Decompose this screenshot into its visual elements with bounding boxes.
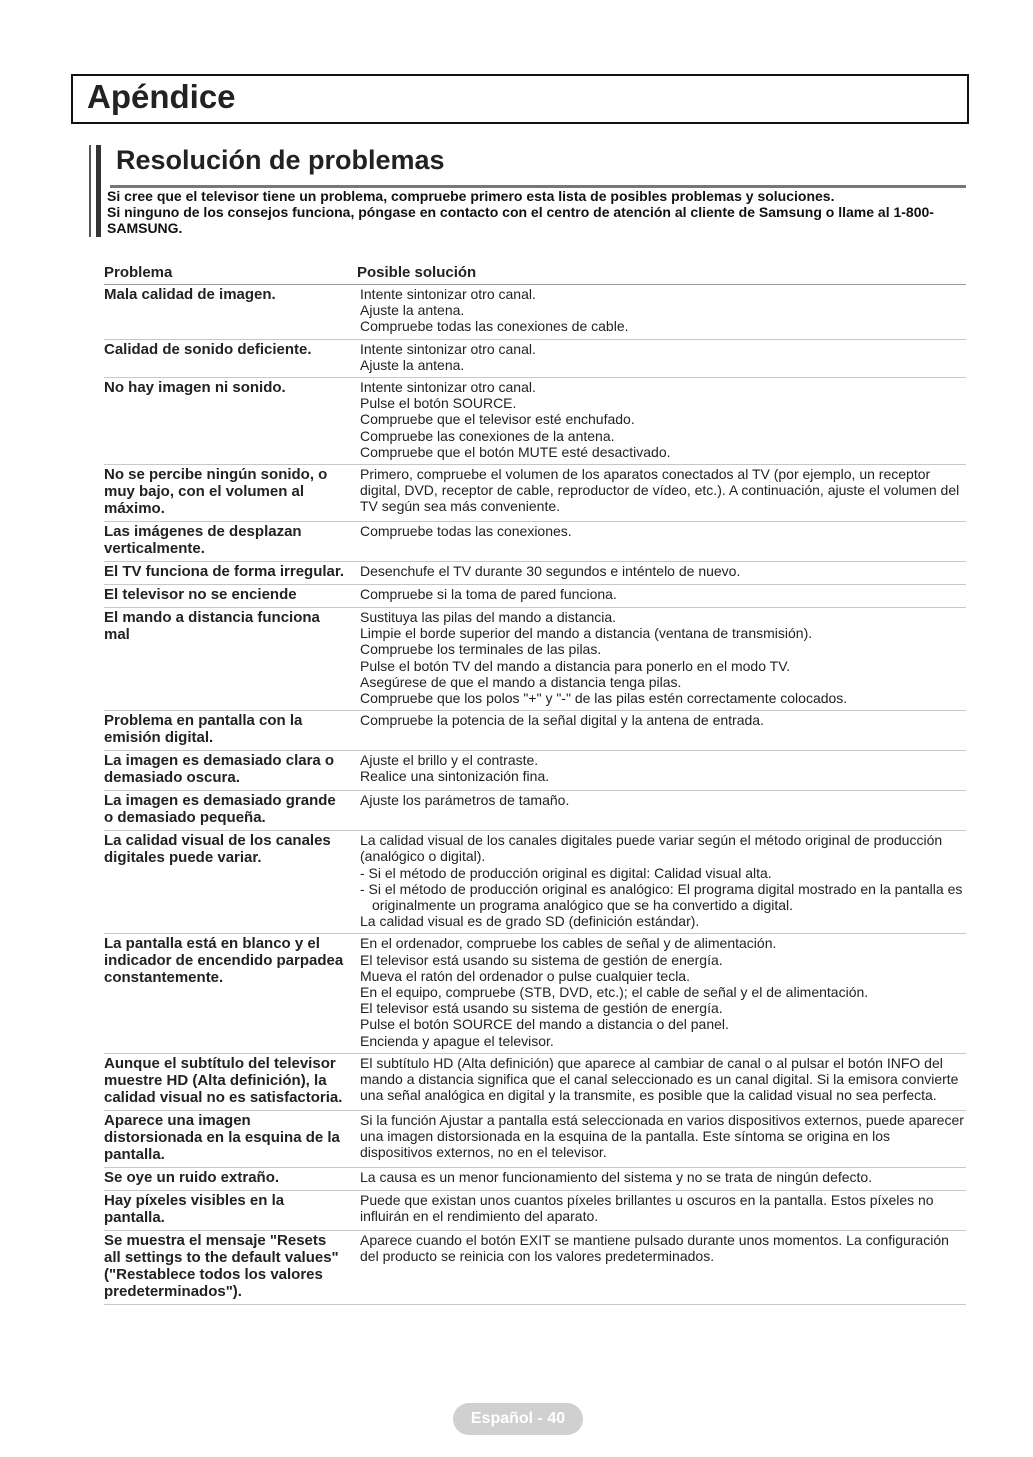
table-row xyxy=(104,751,966,791)
intro-line-2: Si ninguno de los consejos funciona, póngase en contacto con el centro de atención al cliente de Samsung o llame al 1-800-SAMSUNG. xyxy=(107,204,934,236)
table-row xyxy=(104,831,966,934)
solution-cell xyxy=(357,751,966,791)
table-row xyxy=(104,522,966,562)
table-row xyxy=(104,465,966,522)
table-row xyxy=(104,585,966,608)
solution-line: Compruebe los terminales de las pilas. xyxy=(360,641,602,658)
table-row xyxy=(104,339,966,377)
solution-cell xyxy=(357,608,966,711)
solution-line: Compruebe que los polos "+" y "-" de las pilas estén correctamente colocados. xyxy=(360,690,848,707)
solution-cell xyxy=(357,1053,966,1110)
table-row xyxy=(104,378,966,465)
solution-line: Pulse el botón SOURCE. xyxy=(360,395,517,412)
solution-cell xyxy=(357,585,966,608)
solution-line: Ajuste la antena. xyxy=(360,302,465,319)
column-header-problem: Problema xyxy=(104,261,357,285)
solution-cell xyxy=(357,465,966,522)
solution-line: Asegúrese de que el mando a distancia tenga pilas. xyxy=(360,673,682,690)
problem-cell: Calidad de sonido deficiente. xyxy=(104,339,357,377)
table-row xyxy=(104,791,966,831)
solution-line: La calidad visual es de grado SD (definición estándar). xyxy=(360,913,700,930)
table-row xyxy=(104,711,966,751)
intro-text xyxy=(107,188,967,236)
section-title: Resolución de problemas xyxy=(116,145,445,175)
problem-cell: El mando a distancia funciona mal xyxy=(104,608,357,711)
solution-cell xyxy=(357,378,966,465)
solution-cell xyxy=(357,1190,966,1230)
problem-cell: La imagen es demasiado clara o demasiado oscura. xyxy=(104,751,357,791)
problem-cell: El televisor no se enciende xyxy=(104,585,357,608)
intro-line-1: Si cree que el televisor tiene un problema, compruebe primero esta lista de posibles problemas y soluciones. xyxy=(107,188,835,204)
table-row xyxy=(104,1190,966,1230)
table-header-row xyxy=(104,261,966,285)
problem-cell: Aparece una imagen distorsionada en la esquina de la pantalla. xyxy=(104,1110,357,1167)
solution-line: Compruebe todas las conexiones. xyxy=(360,523,572,540)
troubleshooting-table xyxy=(104,261,966,1305)
table-row xyxy=(104,1110,966,1167)
solution-line: Compruebe todas las conexiones de cable. xyxy=(360,318,629,335)
solution-line: - Si el método de producción original es digital: Calidad visual alta. xyxy=(360,864,772,881)
page-number-badge: Español - 40 xyxy=(453,1403,583,1435)
appendix-header-box xyxy=(71,74,969,124)
solution-line: Compruebe que el televisor esté enchufado. xyxy=(360,411,635,428)
solution-line: - Si el método de producción original es analógico: El programa digital mostrado en la pantalla es originalmente un programa analógico que se ha convertido a digital. xyxy=(360,880,963,914)
solution-line: Sustituya las pilas del mando a distancia. xyxy=(360,609,617,626)
solution-line: El subtítulo HD (Alta definición) que aparece al cambiar de canal o al pulsar el botón INFO del mando a distancia significa que el canal seleccionado es un canal digital. Si la emisora convierte una señal analógica en digital y la transmite, es posible que la calidad visual no sea perfecta. xyxy=(360,1054,959,1104)
column-header-solution: Posible solución xyxy=(357,261,966,285)
solution-cell xyxy=(357,711,966,751)
solution-line: Ajuste los parámetros de tamaño. xyxy=(360,792,570,809)
problem-cell: Las imágenes de desplazan verticalmente. xyxy=(104,522,357,562)
section-side-bar xyxy=(89,145,91,237)
problem-cell: El TV funciona de forma irregular. xyxy=(104,562,357,585)
solution-line: Compruebe que el botón MUTE esté desactivado. xyxy=(360,443,671,460)
solution-line: Desenchufe el TV durante 30 segundos e inténtelo de nuevo. xyxy=(360,563,741,580)
solution-line: La calidad visual de los canales digitales puede variar según el método original de producción (analógico o digital). xyxy=(360,832,943,865)
solution-line: Compruebe las conexiones de la antena. xyxy=(360,427,615,444)
solution-line: Ajuste el brillo y el contraste. xyxy=(360,752,539,769)
solution-line: La causa es un menor funcionamiento del sistema y no se trata de ningún defecto. xyxy=(360,1168,873,1185)
solution-line: Primero, compruebe el volumen de los aparatos conectados al TV (por ejemplo, un receptor digital, DVD, receptor de cable, reproductor de vídeo, etc.). A continuación, ajuste el volumen del TV según sea más conveniente. xyxy=(360,466,960,515)
solution-cell xyxy=(357,339,966,377)
problem-cell: La imagen es demasiado grande o demasiado pequeña. xyxy=(104,791,357,831)
solution-line: Si la función Ajustar a pantalla está seleccionada en varios dispositivos externos, puede aparecer una imagen distorsionada en la esquina de la pantalla. Este síntoma se origina en los dispositivos externos, no en el televisor. xyxy=(360,1111,964,1161)
problem-cell: Hay píxeles visibles en la pantalla. xyxy=(104,1190,357,1230)
solution-cell xyxy=(357,522,966,562)
solution-line: Compruebe la potencia de la señal digital y la antena de entrada. xyxy=(360,712,764,729)
solution-line: Limpie el borde superior del mando a distancia (ventana de transmisión). xyxy=(360,625,813,642)
solution-line: Ajuste la antena. xyxy=(360,356,465,373)
solution-line: Realice una sintonización fina. xyxy=(360,768,550,785)
problem-cell: Se muestra el mensaje "Resets all settings to the default values" ("Restablece todos los valores predeterminados"). xyxy=(104,1230,357,1304)
table-row xyxy=(104,285,966,340)
problem-cell: Mala calidad de imagen. xyxy=(104,285,357,340)
solution-cell xyxy=(357,934,966,1053)
solution-cell xyxy=(357,562,966,585)
solution-line: Encienda y apague el televisor. xyxy=(360,1032,554,1049)
problem-cell: Problema en pantalla con la emisión digital. xyxy=(104,711,357,751)
solution-line: Mueva el ratón del ordenador o pulse cualquier tecla. xyxy=(360,967,690,984)
solution-line: Intente sintonizar otro canal. xyxy=(360,340,536,357)
table-row xyxy=(104,562,966,585)
problem-cell: No hay imagen ni sonido. xyxy=(104,378,357,465)
table-row xyxy=(104,1230,966,1304)
table-row xyxy=(104,1167,966,1190)
problem-cell: No se percibe ningún sonido, o muy bajo, con el volumen al máximo. xyxy=(104,465,357,522)
solution-cell xyxy=(357,831,966,934)
solution-line: Pulse el botón SOURCE del mando a distancia o del panel. xyxy=(360,1016,729,1033)
solution-line: En el ordenador, compruebe los cables de señal y de alimentación. xyxy=(360,935,777,952)
solution-line: El televisor está usando su sistema de gestión de energía. xyxy=(360,951,723,968)
problem-cell: La calidad visual de los canales digitales puede variar. xyxy=(104,831,357,934)
solution-line: Intente sintonizar otro canal. xyxy=(360,286,536,302)
solution-line: El televisor está usando su sistema de gestión de energía. xyxy=(360,1000,723,1017)
solution-line: Aparece cuando el botón EXIT se mantiene pulsado durante unos momentos. La configuración del producto se reinicia con los valores predeterminados. xyxy=(360,1231,949,1265)
table-row xyxy=(104,934,966,1053)
problem-cell: Se oye un ruido extraño. xyxy=(104,1167,357,1190)
appendix-title: Apéndice xyxy=(87,78,236,115)
table-row xyxy=(104,1053,966,1110)
solution-cell xyxy=(357,1167,966,1190)
solution-line: Intente sintonizar otro canal. xyxy=(360,379,536,396)
solution-line: Pulse el botón TV del mando a distancia para ponerlo en el modo TV. xyxy=(360,657,791,674)
table-row xyxy=(104,608,966,711)
solution-line: Compruebe si la toma de pared funciona. xyxy=(360,586,617,603)
problem-cell: La pantalla está en blanco y el indicador de encendido parpadea constantemente. xyxy=(104,934,357,1053)
solution-cell xyxy=(357,1230,966,1304)
solution-cell xyxy=(357,791,966,831)
problem-cell: Aunque el subtítulo del televisor muestre HD (Alta definición), la calidad visual no es satisfactoria. xyxy=(104,1053,357,1110)
section-side-bar-thick xyxy=(96,145,101,237)
solution-line: En el equipo, compruebe (STB, DVD, etc.); el cable de señal y el de alimentación. xyxy=(360,984,869,1001)
solution-cell xyxy=(357,1110,966,1167)
solution-line: Puede que existan unos cuantos píxeles brillantes u oscuros en la pantalla. Estos píxeles no influirán en el rendimiento del aparato. xyxy=(360,1191,934,1225)
solution-cell xyxy=(357,285,966,340)
